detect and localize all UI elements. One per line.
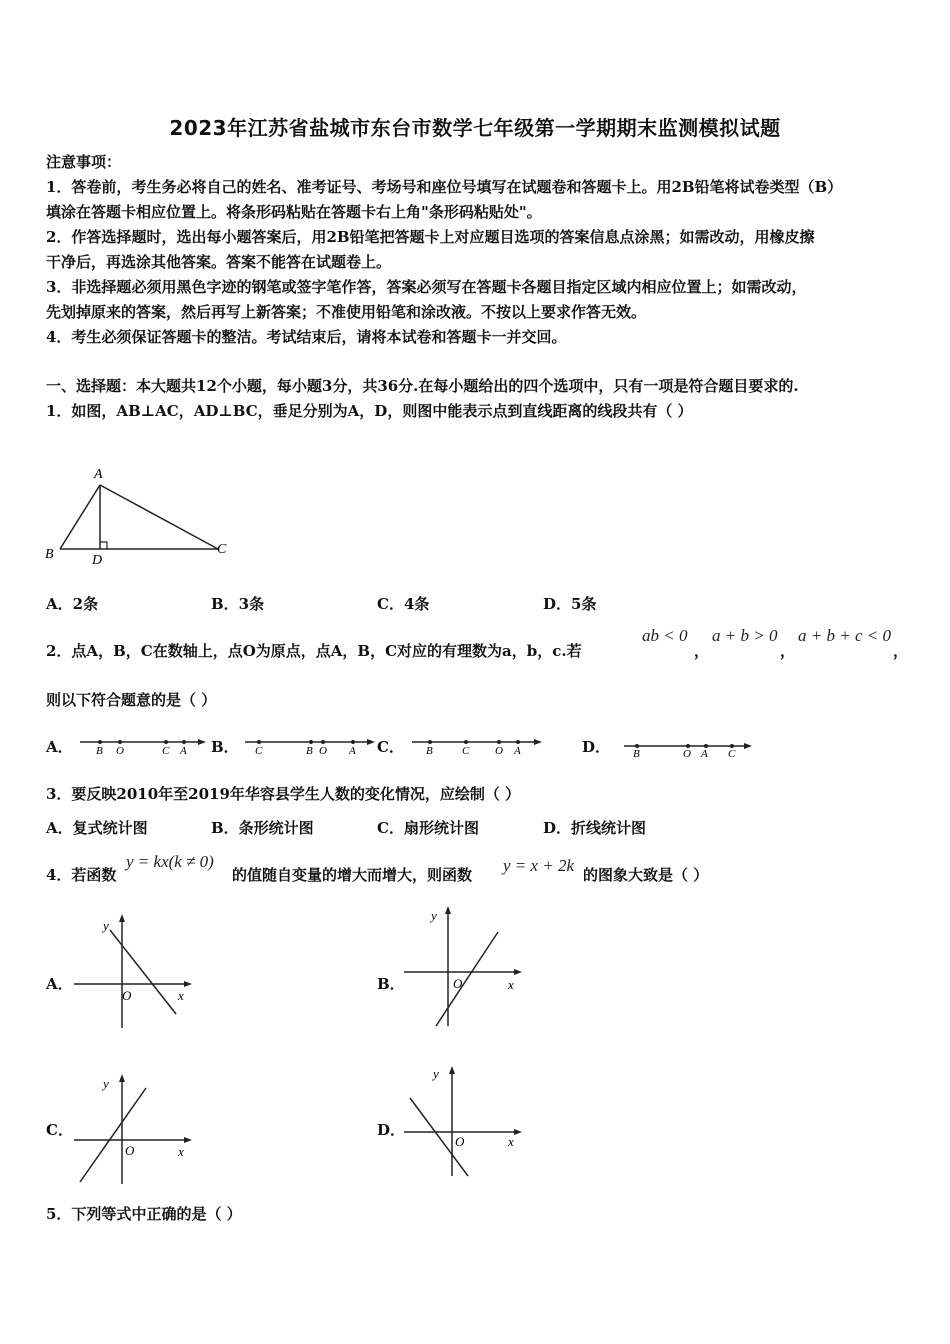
q2-c-point-1: B xyxy=(426,745,433,757)
q4-function-1: y = kx(k ≠ 0) xyxy=(126,852,214,871)
q4-c-origin-label: O xyxy=(125,1143,135,1158)
q4-b-y-label: y xyxy=(431,908,437,923)
q2-a-point-3: C xyxy=(162,745,170,757)
q4-option-d-label[interactable]: D． xyxy=(377,1121,406,1139)
q1-label-a: A xyxy=(94,467,103,482)
notes-line-1: 1．答卷前，考生务必将自己的姓名、准考证号、考场号和座位号填写在试题卷和答题卡上。用2B铅笔将试卷类型（B） xyxy=(46,178,843,196)
q2-separator-3: ， xyxy=(893,642,909,660)
q2-condition-1: ab < 0 xyxy=(642,626,688,645)
q4-c-y-label: y xyxy=(103,1076,109,1091)
notes-line-4: 4．考生必须保证答题卡的整洁。考试结束后，请将本试卷和答题卡一并交回。 xyxy=(46,328,567,346)
notes-line-3b: 先划掉原来的答案，然后再写上新答案；不准使用铅笔和涂改液。不按以上要求作答无效。 xyxy=(46,303,647,321)
q2-c-point-2: C xyxy=(462,745,470,757)
q1-option-c[interactable]: C．4条 xyxy=(377,595,430,613)
section-heading: 一、选择题：本大题共12个小题，每小题3分，共36分.在每小题给出的四个选项中，只有一项是符合题目要求的. xyxy=(46,377,799,395)
q1-triangle-figure xyxy=(40,460,240,570)
q2-a-point-4: A xyxy=(180,745,187,757)
q2-option-d-label[interactable]: D． xyxy=(582,738,611,756)
q4-stem-a: 4．若函数 xyxy=(46,866,117,884)
q2-condition-2: a + b > 0 xyxy=(712,626,778,645)
q3-option-b[interactable]: B．条形统计图 xyxy=(211,819,314,837)
q1-label-c: C xyxy=(217,542,227,557)
q4-d-x-label: x xyxy=(508,1134,514,1149)
q2-condition-3: a + b + c < 0 xyxy=(798,626,891,645)
q3-option-c[interactable]: C．扇形统计图 xyxy=(377,819,479,837)
q4-c-x-label: x xyxy=(178,1144,184,1159)
q4-graph-a xyxy=(70,912,200,1032)
q3-option-d[interactable]: D．折线统计图 xyxy=(543,819,647,837)
q4-stem-b: 的值随自变量的增大而增大，则函数 xyxy=(232,866,473,884)
q4-graph-d xyxy=(400,1062,530,1182)
q1-label-b: B xyxy=(45,547,54,562)
q2-stem: 2．点A，B，C在数轴上，点O为原点，点A，B，C对应的有理数为a，b，c.若 xyxy=(46,642,582,660)
q2-b-point-4: A xyxy=(349,745,356,757)
q2-separator-2: ， xyxy=(780,642,796,660)
q4-b-x-label: x xyxy=(508,977,514,992)
q4-option-b-label[interactable]: B． xyxy=(377,975,405,993)
q4-graph-b xyxy=(400,902,530,1032)
q2-b-point-3: O xyxy=(319,745,327,757)
q2-option-c-label[interactable]: C． xyxy=(377,738,404,756)
q4-a-origin-label: O xyxy=(122,988,132,1003)
q4-option-c-label[interactable]: C． xyxy=(46,1121,73,1139)
q2-number-line-b xyxy=(243,734,378,758)
q2-separator-1: ， xyxy=(694,642,710,660)
page-title: 2023年江苏省盐城市东台市数学七年级第一学期期末监测模拟试题 xyxy=(169,116,781,140)
q1-option-d[interactable]: D．5条 xyxy=(543,595,597,613)
q2-option-b-label[interactable]: B． xyxy=(211,738,239,756)
q4-graph-c xyxy=(70,1070,200,1190)
q4-d-y-label: y xyxy=(433,1066,439,1081)
q5-stem: 5．下列等式中正确的是（ ） xyxy=(46,1205,242,1223)
q2-a-point-2: O xyxy=(116,745,124,757)
notes-line-2: 2．作答选择题时，选出每小题答案后，用2B铅笔把答题卡上对应题目选项的答案信息点涂黑；如需改动，用橡皮擦 xyxy=(46,228,815,246)
q3-stem: 3．要反映2010年至2019年华容县学生人数的变化情况，应绘制（ ） xyxy=(46,785,521,803)
notes-line-2b: 干净后，再选涂其他答案。答案不能答在试题卷上。 xyxy=(46,253,392,271)
q2-b-point-1: C xyxy=(255,745,263,757)
notes-line-3: 3．非选择题必须用黑色字迹的钢笔或签字笔作答，答案必须写在答题卡各题目指定区域内相应位置上；如需改动， xyxy=(46,278,807,296)
q2-number-line-a xyxy=(78,734,208,758)
q1-label-d: D xyxy=(92,553,103,568)
q4-stem-c: 的图象大致是（ ） xyxy=(583,866,709,884)
q1-stem: 1．如图，AB⊥AC，AD⊥BC，垂足分别为A，D，则图中能表示点到直线距离的线段共有（ ） xyxy=(46,402,693,420)
q4-a-x-label: x xyxy=(178,988,184,1003)
q4-option-a-label[interactable]: A． xyxy=(46,975,73,993)
q2-c-point-4: A xyxy=(514,745,521,757)
q1-option-b[interactable]: B．3条 xyxy=(211,595,265,613)
q3-option-a[interactable]: A．复式统计图 xyxy=(46,819,148,837)
q4-a-y-label: y xyxy=(103,918,109,933)
q2-d-point-1: B xyxy=(633,748,640,758)
q1-option-a[interactable]: A．2条 xyxy=(46,595,99,613)
q2-c-point-3: O xyxy=(495,745,503,757)
q4-d-origin-label: O xyxy=(455,1134,465,1149)
q2-b-point-2: B xyxy=(306,745,313,757)
q2-d-point-2: O xyxy=(683,748,691,758)
q4-function-2: y = x + 2k xyxy=(503,856,575,875)
q2-stem-2: 则以下符合题意的是（ ） xyxy=(46,691,217,709)
q2-a-point-1: B xyxy=(96,745,103,757)
q2-number-line-d xyxy=(622,734,757,758)
q2-number-line-c xyxy=(410,734,545,758)
notes-heading: 注意事项： xyxy=(46,153,122,171)
q2-option-a-label[interactable]: A． xyxy=(46,738,73,756)
notes-line-1b: 填涂在答题卡相应位置上。将条形码粘贴在答题卡右上角"条形码粘贴处"。 xyxy=(46,203,542,221)
q2-d-point-4: C xyxy=(728,748,736,758)
q4-b-origin-label: O xyxy=(453,976,463,991)
q2-d-point-3: A xyxy=(701,748,708,758)
